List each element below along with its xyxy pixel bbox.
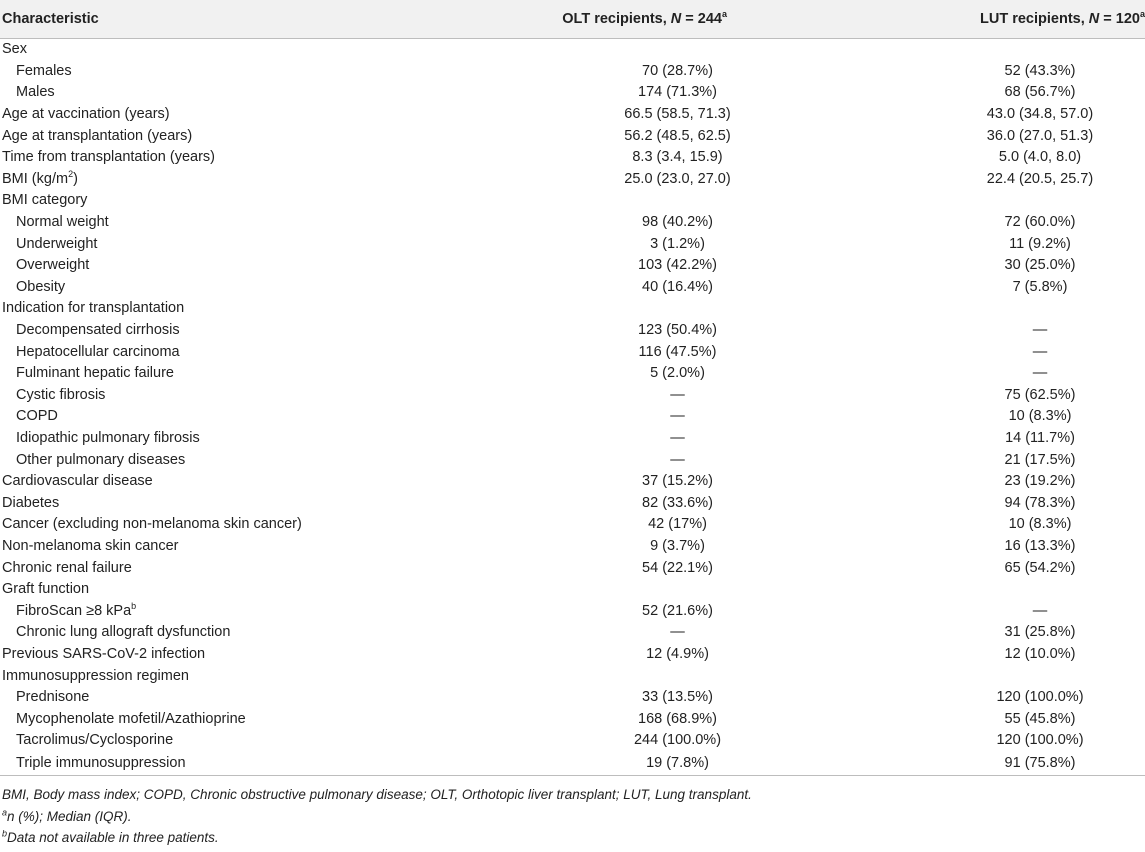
row-lut-value: 30 (25.0%) <box>1004 257 1076 274</box>
row-olt-value <box>460 190 805 212</box>
row-characteristic <box>0 514 460 536</box>
row-characteristic-label: Hepatocellular carcinoma <box>16 343 180 360</box>
row-lut-value: 52 (43.3%) <box>1004 62 1076 79</box>
header-row <box>0 0 1145 38</box>
row-characteristic <box>0 578 460 600</box>
row-characteristic <box>0 384 460 406</box>
row-characteristic <box>0 470 460 492</box>
row-characteristic <box>0 276 460 298</box>
table-row <box>0 254 1145 276</box>
row-lut-value: 22.4 (20.5, 25.7) <box>986 170 1094 187</box>
table-row <box>0 470 1145 492</box>
row-characteristic-label: Graft function <box>2 581 90 598</box>
row-characteristic-label: Indication for transplantation <box>2 300 185 317</box>
row-characteristic-label: Females <box>16 62 72 79</box>
row-characteristic <box>0 60 460 82</box>
row-olt-value: 8.3 (3.4, 15.9) <box>632 149 723 166</box>
row-characteristic-label: Fulminant hepatic failure <box>16 365 174 382</box>
row-olt-value: 3 (1.2%) <box>650 235 705 252</box>
table-row <box>0 406 1145 428</box>
footnote-b-marker: b <box>2 828 8 839</box>
row-characteristic-label: Males <box>16 84 55 101</box>
row-lut-value: 68 (56.7%) <box>1004 84 1076 101</box>
row-characteristic <box>0 665 460 687</box>
row-characteristic <box>0 82 460 104</box>
row-lut-value: 55 (45.8%) <box>1004 710 1076 727</box>
row-characteristic <box>0 103 460 125</box>
row-olt-value: 174 (71.3%) <box>638 84 717 101</box>
row-olt-value <box>460 665 805 687</box>
row-characteristic <box>0 168 460 190</box>
row-characteristic-label: Underweight <box>16 235 98 252</box>
row-characteristic <box>0 319 460 341</box>
table-row <box>0 298 1145 320</box>
row-characteristic <box>0 449 460 471</box>
row-olt-value <box>460 578 805 600</box>
row-olt-value: — <box>670 624 685 641</box>
row-lut-value: — <box>1032 343 1048 360</box>
row-olt-value: 25.0 (23.0, 27.0) <box>624 170 731 187</box>
row-characteristic <box>0 622 460 644</box>
row-characteristic <box>0 535 460 557</box>
row-lut-value: 10 (8.3%) <box>1008 516 1072 533</box>
row-characteristic-label: Previous SARS-CoV-2 infection <box>2 645 206 662</box>
footnote-b-text: Data not available in three patients. <box>7 830 219 846</box>
table-row <box>0 384 1145 406</box>
row-olt-value: 98 (40.2%) <box>642 214 713 231</box>
row-olt-value: — <box>670 386 685 403</box>
table-row <box>0 82 1145 104</box>
row-lut-value <box>805 38 1145 60</box>
row-characteristic-label: COPD <box>16 408 58 425</box>
row-characteristic-label: Prednisone <box>16 689 90 706</box>
row-characteristic <box>0 298 460 320</box>
header-olt-footnote-marker: a <box>721 8 727 19</box>
row-characteristic <box>0 233 460 255</box>
row-lut-value: 43.0 (34.8, 57.0) <box>986 106 1094 123</box>
row-characteristic <box>0 751 460 775</box>
row-characteristic-label: Mycophenolate mofetil/Azathioprine <box>16 710 246 727</box>
row-olt-value: 52 (21.6%) <box>642 602 713 619</box>
row-lut-value: — <box>1032 365 1048 382</box>
row-label-superscript: 2 <box>68 169 74 180</box>
table-row <box>0 146 1145 168</box>
row-characteristic <box>0 125 460 147</box>
row-olt-value: 42 (17%) <box>648 516 707 533</box>
table-row <box>0 103 1145 125</box>
table-row <box>0 190 1145 212</box>
table-row <box>0 233 1145 255</box>
row-characteristic <box>0 686 460 708</box>
table-row <box>0 535 1145 557</box>
row-characteristic-label: Idiopathic pulmonary fibrosis <box>16 429 200 446</box>
table-row <box>0 557 1145 579</box>
table-row <box>0 600 1145 622</box>
row-lut-value: 120 (100.0%) <box>996 732 1084 749</box>
table-row <box>0 319 1145 341</box>
table-row <box>0 38 1145 60</box>
row-olt-value: 5 (2.0%) <box>650 365 705 382</box>
row-lut-value: 5.0 (4.0, 8.0) <box>998 149 1082 166</box>
row-characteristic-label: Sex <box>2 41 27 58</box>
header-lut-footnote-marker: a <box>1139 8 1145 19</box>
row-characteristic-label: Cancer (excluding non-melanoma skin cancer) <box>2 516 302 533</box>
row-olt-value: 103 (42.2%) <box>638 257 717 274</box>
row-characteristic <box>0 427 460 449</box>
row-lut-value <box>805 190 1145 212</box>
row-lut-value: 16 (13.3%) <box>1004 537 1076 554</box>
row-lut-value: 120 (100.0%) <box>996 689 1084 706</box>
table-row <box>0 427 1145 449</box>
row-lut-value: 10 (8.3%) <box>1008 408 1072 425</box>
row-olt-value: 168 (68.9%) <box>638 710 717 727</box>
row-lut-value: — <box>1032 602 1048 619</box>
row-characteristic <box>0 406 460 428</box>
row-characteristic <box>0 643 460 665</box>
row-olt-value: — <box>670 451 685 468</box>
row-characteristic-label: BMI category <box>2 192 88 209</box>
row-characteristic <box>0 341 460 363</box>
row-characteristic-label: Cardiovascular disease <box>2 473 153 490</box>
row-characteristic <box>0 492 460 514</box>
row-characteristic-label: Immunosuppression regimen <box>2 667 189 684</box>
row-characteristic <box>0 190 460 212</box>
row-lut-value <box>805 665 1145 687</box>
row-lut-value <box>805 578 1145 600</box>
table-row <box>0 622 1145 644</box>
row-characteristic-label: Chronic lung allograft dysfunction <box>16 624 231 641</box>
row-olt-value: 54 (22.1%) <box>642 559 713 576</box>
row-characteristic-label: Non-melanoma skin cancer <box>2 537 179 554</box>
row-label-superscript: b <box>131 600 137 611</box>
row-characteristic <box>0 730 460 752</box>
header-lut-n: N <box>1088 10 1100 27</box>
row-characteristic <box>0 708 460 730</box>
row-characteristic-label: FibroScan ≥8 kPa <box>16 602 132 619</box>
header-lut <box>805 0 1145 38</box>
row-olt-value: 123 (50.4%) <box>638 322 717 339</box>
header-olt-suffix: = 244 <box>681 10 722 27</box>
row-lut-value: 23 (19.2%) <box>1004 473 1076 490</box>
header-lut-prefix: LUT recipients, <box>980 10 1089 27</box>
row-lut-value: 11 (9.2%) <box>1009 235 1071 252</box>
header-characteristic: Characteristic <box>0 0 460 38</box>
row-label-suffix: ) <box>73 170 78 187</box>
table-row <box>0 578 1145 600</box>
row-characteristic <box>0 254 460 276</box>
footnote-b <box>2 827 1145 849</box>
row-lut-value: 72 (60.0%) <box>1004 214 1076 231</box>
table-row <box>0 751 1145 775</box>
table-row <box>0 362 1145 384</box>
row-characteristic <box>0 38 460 60</box>
row-olt-value: 82 (33.6%) <box>642 494 713 511</box>
row-lut-value: 31 (25.8%) <box>1004 624 1076 641</box>
table-row <box>0 643 1145 665</box>
row-olt-value <box>460 38 805 60</box>
table-row <box>0 492 1145 514</box>
row-characteristic <box>0 362 460 384</box>
row-olt-value: 33 (13.5%) <box>642 689 713 706</box>
row-olt-value <box>460 298 805 320</box>
row-characteristic-label: Triple immunosuppression <box>16 755 186 772</box>
row-characteristic-label: Time from transplantation (years) <box>2 149 216 166</box>
table-row <box>0 341 1145 363</box>
footnote-a <box>2 806 1145 828</box>
table-row <box>0 730 1145 752</box>
row-characteristic-label: Chronic renal failure <box>2 559 132 576</box>
footnote-a-text: n (%); Median (IQR). <box>7 808 132 824</box>
row-olt-value: 12 (4.9%) <box>646 645 709 662</box>
row-olt-value: 56.2 (48.5, 62.5) <box>624 127 731 144</box>
row-characteristic-label: Age at vaccination (years) <box>2 106 170 123</box>
row-olt-value: 19 (7.8%) <box>646 755 709 772</box>
row-lut-value: 75 (62.5%) <box>1004 386 1076 403</box>
row-characteristic <box>0 557 460 579</box>
row-olt-value: 40 (16.4%) <box>642 278 713 295</box>
row-lut-value: 14 (11.7%) <box>1005 429 1075 446</box>
header-olt <box>460 0 805 38</box>
footnote-abbreviations: BMI, Body mass index; COPD, Chronic obstructive pulmonary disease; OLT, Orthotopic liver transplant; LUT, Lung transplant. <box>2 787 752 803</box>
row-characteristic-label: BMI (kg/m <box>2 170 69 187</box>
row-olt-value: 116 (47.5%) <box>638 343 717 360</box>
header-lut-suffix: = 120 <box>1099 10 1140 27</box>
row-characteristic-label: Cystic fibrosis <box>16 386 106 403</box>
row-lut-value: 91 (75.8%) <box>1004 755 1076 772</box>
row-lut-value: 36.0 (27.0, 51.3) <box>986 127 1094 144</box>
row-characteristic <box>0 146 460 168</box>
row-olt-value: 244 (100.0%) <box>633 732 722 749</box>
row-characteristic <box>0 211 460 233</box>
row-lut-value: 12 (10.0%) <box>1004 645 1076 662</box>
table-row <box>0 514 1145 536</box>
row-olt-value: 37 (15.2%) <box>642 473 713 490</box>
row-characteristic-label: Other pulmonary diseases <box>16 451 186 468</box>
row-lut-value: — <box>1032 322 1048 339</box>
row-characteristic-label: Normal weight <box>16 214 109 231</box>
row-characteristic <box>0 600 460 622</box>
row-characteristic-label: Tacrolimus/Cyclosporine <box>16 732 174 749</box>
table-header <box>0 0 1145 38</box>
table-row <box>0 276 1145 298</box>
row-characteristic-label: Diabetes <box>2 494 60 511</box>
row-olt-value: — <box>670 429 685 446</box>
table-body <box>0 38 1145 775</box>
table-row <box>0 168 1145 190</box>
header-olt-prefix: OLT recipients, <box>562 10 671 27</box>
row-characteristic-label: Obesity <box>16 278 66 295</box>
row-olt-value: 9 (3.7%) <box>650 537 705 554</box>
row-characteristic-label: Decompensated cirrhosis <box>16 322 180 339</box>
table-row <box>0 125 1145 147</box>
row-olt-value: 70 (28.7%) <box>642 62 713 79</box>
row-olt-value: — <box>670 408 685 425</box>
row-lut-value <box>805 298 1145 320</box>
row-olt-value: 66.5 (58.5, 71.3) <box>624 106 731 123</box>
table-row <box>0 60 1145 82</box>
table-row <box>0 449 1145 471</box>
footnotes <box>0 776 1145 849</box>
row-lut-value: 65 (54.2%) <box>1004 559 1076 576</box>
row-lut-value: 94 (78.3%) <box>1004 494 1076 511</box>
row-characteristic-label: Overweight <box>16 257 90 274</box>
row-lut-value: 7 (5.8%) <box>1012 278 1068 295</box>
row-lut-value: 21 (17.5%) <box>1004 451 1076 468</box>
table-row <box>0 686 1145 708</box>
table-row <box>0 211 1145 233</box>
table-row <box>0 665 1145 687</box>
header-olt-n: N <box>670 10 682 27</box>
table-row <box>0 708 1145 730</box>
footnote-a-marker: a <box>2 807 8 818</box>
row-characteristic-label: Age at transplantation (years) <box>2 127 193 144</box>
